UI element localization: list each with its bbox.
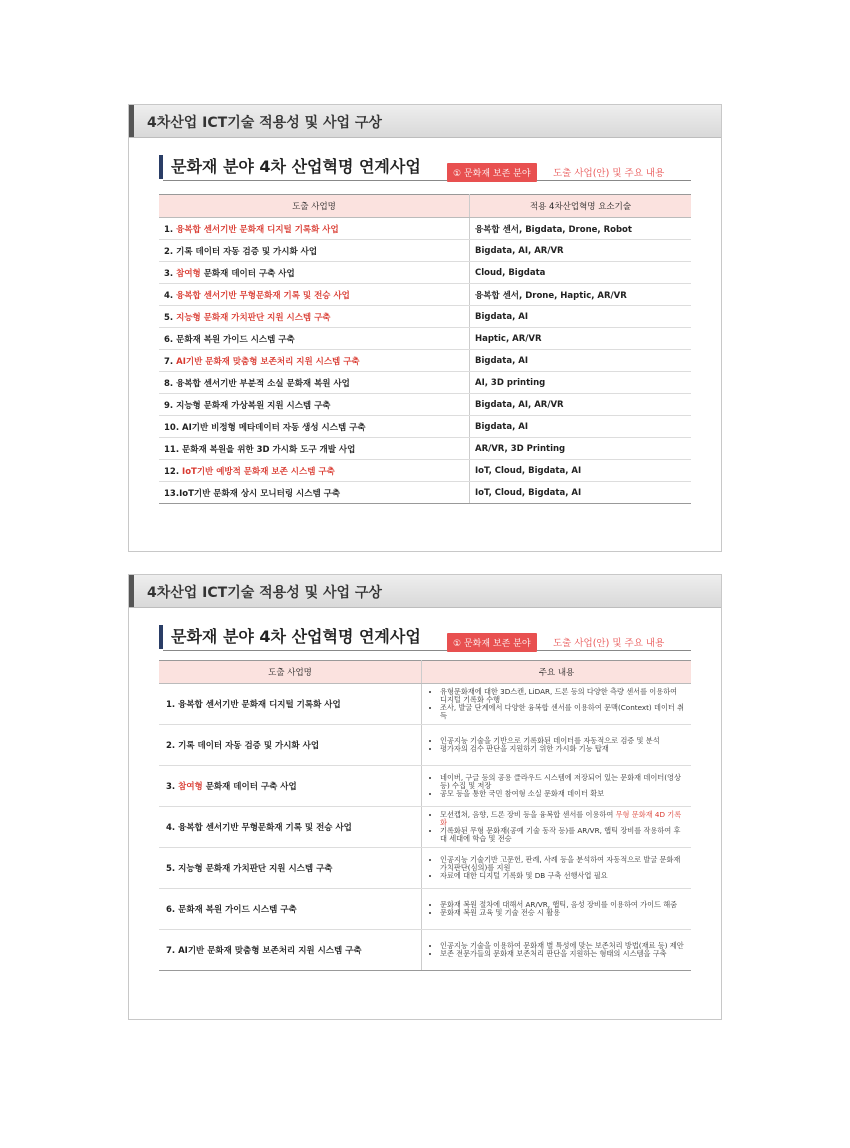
project-name: 6. 문화재 복원 가이드 시스템 구축	[159, 889, 422, 930]
project-name: 문화재 복원 가이드 시스템 구축	[176, 334, 295, 345]
project-name: AI기반 비정형 메타데이터 자동 생성 시스템 구축	[182, 422, 366, 433]
tech-list: Bigdata, AI	[470, 416, 692, 438]
column-header: 주요 내용	[422, 661, 692, 684]
detail-bullet: • 평가자의 검수 판단을 지원하기 위한 가시화 기능 탑재	[440, 745, 685, 753]
table-row	[159, 328, 691, 350]
row-number: 5.	[164, 312, 174, 323]
detail-bullet: • 보존 전문가들의 문화재 보존처리 판단을 지원하는 형태의 시스템을 구축	[440, 950, 685, 958]
tech-list: Bigdata, AI, AR/VR	[470, 394, 692, 416]
category-badge: ① 문화재 보존 분야	[447, 163, 537, 182]
project-name: 문화재 데이터 구축 사업	[202, 782, 297, 792]
project-name: 7. AI기반 문화재 맞춤형 보존처리 지원 시스템 구축	[159, 930, 422, 971]
detail-bullet: • 인공지능 기술을 이용하여 문화재 별 특성에 맞는 보존처리 방법(재료 등) 제안	[440, 942, 685, 950]
detail-bullet: • 유형문화재에 대한 3D스캔, LiDAR, 드론 등의 다양한 측량 센서를 이용하여 디지털 기록화 수행	[440, 688, 685, 704]
row-number: 1.	[164, 224, 174, 235]
row-number: 9.	[164, 400, 174, 411]
detail-bullet: • 인공지능 기술기반 고문헌, 판례, 사례 등을 분석하여 자동적으로 발굴 문화재 가치판단(심의)를 지원	[440, 856, 685, 872]
project-name-highlight: 참여형	[178, 782, 203, 792]
row-number: 3.	[164, 268, 174, 279]
category-badge-caption: 도출 사업(안) 및 주요 내용	[553, 638, 665, 649]
category-badge-caption: 도출 사업(안) 및 주요 내용	[553, 168, 665, 179]
tech-list: Haptic, AR/VR	[470, 328, 692, 350]
detail-bullet: • 네이버, 구글 등의 공용 클라우드 시스템에 저장되어 있는 문화재 데이터(영상 등) 수집 및 저장	[440, 774, 685, 790]
detail-bullet: • 조사, 발굴 단계에서 다양한 융복합 센서를 이용하여 문맥(Context) 데이터 취득	[440, 704, 685, 720]
table-row	[159, 930, 691, 971]
table-row	[159, 438, 691, 460]
detail-text-highlight: 무형 문화재 4D 기록화	[440, 809, 682, 827]
table-row	[159, 372, 691, 394]
project-name: 5. 지능형 문화재 가치판단 지원 시스템 구축	[159, 848, 422, 889]
detail-bullet: • 기록화된 무형 문화재(공예 기술 동작 등)를 AR/VR, 햅틱 장비를 작용하여 후대 세대에 학습 및 전승	[440, 827, 685, 843]
table-row	[159, 284, 691, 306]
tech-list: Bigdata, AI, AR/VR	[470, 240, 692, 262]
detail-bullet: • 공모 등을 통한 국민 참여형 소실 문화재 데이터 확보	[440, 790, 685, 798]
row-number: 7.	[164, 356, 174, 367]
project-name: 융복합 센서기반 무형문화재 기록 및 전승 사업	[176, 290, 350, 301]
column-header: 적용 4차산업혁명 요소기술	[470, 195, 692, 218]
slide-title: 4차산업 ICT기술 적용성 및 사업 구상	[147, 115, 382, 131]
table-row	[159, 460, 691, 482]
row-number: 6.	[164, 334, 174, 345]
project-name: 2. 기록 데이터 자동 검증 및 가시화 사업	[159, 725, 422, 766]
table-row	[159, 807, 691, 848]
row-number: 2.	[164, 246, 174, 257]
detail-bullet: • 인공지능 기술을 기반으로 기록화된 데이터를 자동적으로 검증 및 분석	[440, 737, 685, 745]
section-title	[159, 155, 421, 179]
table-row	[159, 262, 691, 284]
table-row	[159, 766, 691, 807]
table-row	[159, 416, 691, 438]
column-header: 도출 사업명	[159, 661, 422, 684]
category-badge: ① 문화재 보존 분야	[447, 633, 537, 652]
detail-bullet: • 자료에 대한 디지털 기록화 및 DB 구축 선행사업 필요	[440, 872, 685, 880]
slide-title: 4차산업 ICT기술 적용성 및 사업 구상	[147, 585, 382, 601]
section-title-text: 문화재 분야 4차 산업혁명 연계사업	[171, 157, 421, 176]
tech-list: 융복합 센서, Drone, Haptic, AR/VR	[470, 284, 692, 306]
row-number: 4.	[164, 290, 174, 301]
detail-bullet: • 문화재 복원 교육 및 기술 전승 시 활용	[440, 909, 685, 917]
detail-bullet: • 문화재 복원 절차에 대해서 AR/VR, 햅틱, 음성 장비를 이용하여 가이드 해줌	[440, 901, 685, 909]
project-name: 지능형 문화재 가상복원 지원 시스템 구축	[176, 400, 331, 411]
tech-list: 융복합 센서, Bigdata, Drone, Robot	[470, 218, 692, 240]
project-name: 4. 융복합 센서기반 무형문화재 기록 및 전승 사업	[159, 807, 422, 848]
table-row	[159, 218, 691, 240]
slide-header	[129, 105, 721, 138]
table-row	[159, 394, 691, 416]
section-title	[159, 625, 421, 649]
row-number: 11.	[164, 444, 180, 455]
table-row	[159, 725, 691, 766]
tech-list: IoT, Cloud, Bigdata, AI	[470, 460, 692, 482]
project-name: IoT기반 예방적 문화재 보존 시스템 구축	[182, 466, 335, 477]
detail-bullet	[440, 811, 685, 827]
project-name: 문화재 복원을 위한 3D 가시화 도구 개발 사업	[182, 444, 356, 455]
detail-text: 모션캡쳐, 음향, 드론 장비 등을 융복합 센서를 이용하여	[440, 809, 616, 819]
project-name: 융복합 센서기반 문화재 디지털 기록화 사업	[176, 224, 339, 235]
project-name: 지능형 문화재 가치판단 지원 시스템 구축	[176, 312, 331, 323]
slide-1	[128, 104, 722, 552]
table-row	[159, 889, 691, 930]
project-name: 기록 데이터 자동 검증 및 가시화 사업	[176, 246, 318, 257]
slide-2	[128, 574, 722, 1020]
project-name: IoT기반 문화재 상시 모니터링 시스템 구축	[179, 488, 341, 499]
row-number: 13.	[164, 488, 180, 499]
tech-list: IoT, Cloud, Bigdata, AI	[470, 482, 692, 504]
divider	[163, 180, 691, 181]
slide-header	[129, 575, 721, 608]
project-name-highlight: 참여형	[176, 268, 201, 279]
table-row	[159, 848, 691, 889]
tech-list: AR/VR, 3D Printing	[470, 438, 692, 460]
table-row	[159, 482, 691, 504]
table-row	[159, 684, 691, 725]
section-title-text: 문화재 분야 4차 산업혁명 연계사업	[171, 627, 421, 646]
project-detail-table	[159, 660, 691, 971]
project-name: 융복합 센서기반 부분적 소실 문화재 복원 사업	[176, 378, 350, 389]
row-number: 10.	[164, 422, 180, 433]
table-row	[159, 240, 691, 262]
project-name: AI기반 문화재 맞춤형 보존처리 지원 시스템 구축	[176, 356, 360, 367]
header-accent-bar	[129, 105, 134, 137]
project-tech-table	[159, 194, 691, 504]
tech-list: AI, 3D printing	[470, 372, 692, 394]
row-number: 8.	[164, 378, 174, 389]
column-header: 도출 사업명	[159, 195, 470, 218]
table-row	[159, 350, 691, 372]
tech-list: Bigdata, AI	[470, 350, 692, 372]
tech-list: Bigdata, AI	[470, 306, 692, 328]
row-number: 3.	[166, 782, 179, 792]
table-row	[159, 306, 691, 328]
project-name: 1. 융복합 센서기반 문화재 디지털 기록화 사업	[159, 684, 422, 725]
project-name: 문화재 데이터 구축 사업	[200, 268, 295, 279]
tech-list: Cloud, Bigdata	[470, 262, 692, 284]
divider	[163, 650, 691, 651]
row-number: 12.	[164, 466, 180, 477]
header-accent-bar	[129, 575, 134, 607]
